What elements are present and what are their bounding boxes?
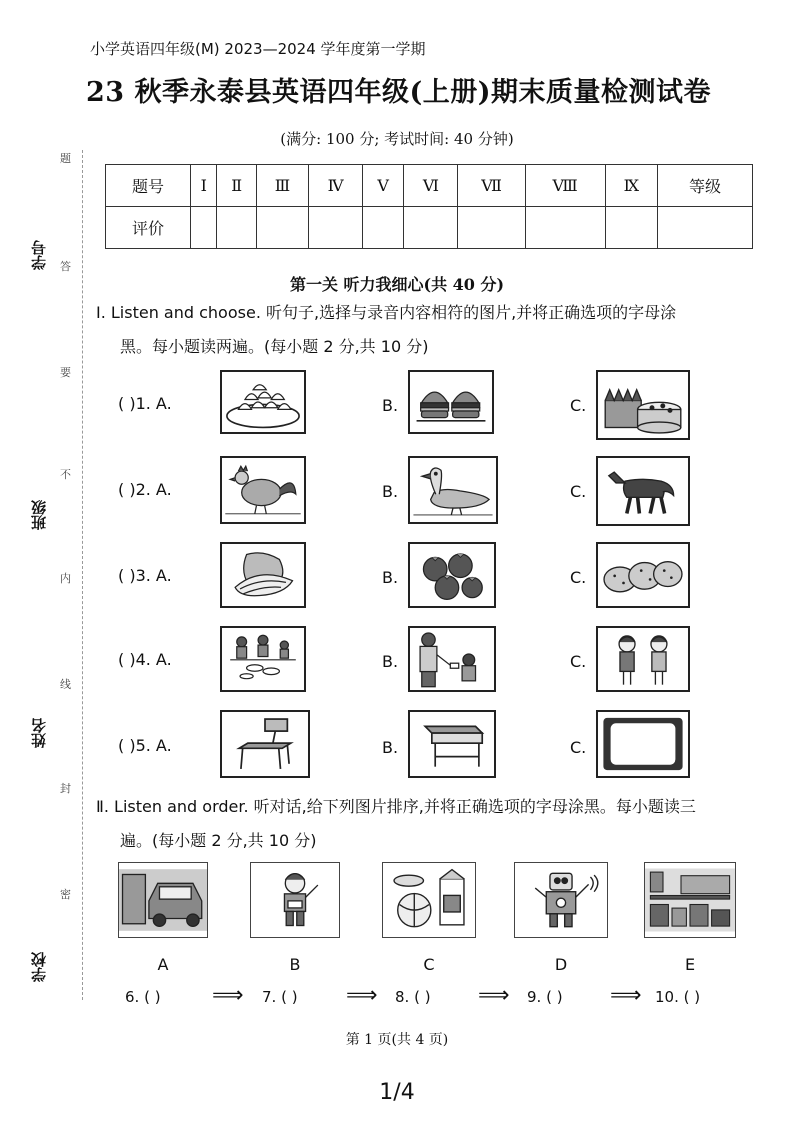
instruction-line: Ⅱ. Listen and order. 听对话,给下列图片排序,并将正确选项的字母涂黑。每小题读三 [96, 797, 696, 816]
arrow-right-icon: ⟹ [610, 983, 642, 1008]
option-b-letter: B. [382, 738, 399, 757]
arrow-right-icon: ⟹ [212, 983, 244, 1008]
answer-blank-6[interactable]: 6. ( ) [125, 988, 161, 1006]
order-picture-b-boy[interactable] [250, 862, 340, 938]
score-cell: Ⅵ [404, 165, 458, 207]
order-letter-c: C [423, 955, 435, 974]
order-letter-d: D [554, 955, 568, 974]
order-picture-c-food[interactable] [382, 862, 476, 938]
section-title: 第一关 听力我细心(共 40 分) [289, 275, 505, 294]
answer-blank-7[interactable]: 7. ( ) [262, 988, 298, 1006]
answer-blank-9[interactable]: 9. ( ) [527, 988, 563, 1006]
part2-instruction [96, 790, 768, 858]
score-table-header-row [106, 165, 753, 207]
option-c-letter: C. [570, 396, 587, 415]
order-letter-b: B [289, 955, 301, 974]
answer-blank-8[interactable]: 8. ( ) [395, 988, 431, 1006]
seal-char: 题 [60, 152, 71, 165]
page-info: 第 1 页(共 4 页) [345, 1032, 449, 1048]
exam-subtitle: (满分: 100 分; 考试时间: 40 分钟) [280, 130, 514, 148]
exam-title: 23 秋季永泰县英语四年级(上册)期末质量检测试卷 [86, 77, 712, 108]
score-cell: Ⅰ [191, 165, 217, 207]
margin-label-student-id: 学号 [30, 240, 48, 270]
score-cell: Ⅲ [256, 165, 308, 207]
seal-char: 要 [60, 366, 71, 379]
question-row-4 [0, 626, 794, 700]
arrow-right-icon: ⟹ [346, 983, 378, 1008]
seal-char: 封 [60, 782, 71, 795]
part1-instruction [96, 296, 768, 364]
order-letter-a: A [157, 955, 169, 974]
score-cell: 等级 [658, 165, 753, 207]
option-a-family-dinner-picture[interactable] [220, 626, 306, 692]
option-c-letter: C. [570, 738, 587, 757]
option-b-duck-picture[interactable] [408, 456, 498, 524]
question-row-2 [0, 456, 794, 530]
score-cell: Ⅸ [605, 165, 657, 207]
option-b-teacher-and-girl-picture[interactable] [408, 626, 496, 692]
arrow-right-icon: ⟹ [478, 983, 510, 1008]
option-b-tomatoes-picture[interactable] [408, 542, 496, 608]
exam-series: 小学英语四年级(M) 2023—2024 学年度第一学期 [90, 40, 426, 58]
option-b-letter: B. [382, 568, 399, 587]
option-b-letter: B. [382, 396, 399, 415]
order-picture-e-street[interactable] [644, 862, 736, 938]
instruction-line: 遍。(每小题 2 分,共 10 分) [120, 831, 317, 850]
score-table [105, 164, 753, 249]
option-c-letter: C. [570, 568, 587, 587]
score-entry-cell[interactable] [458, 207, 525, 249]
option-a-chair-picture[interactable] [220, 710, 310, 778]
order-picture-a-car[interactable] [118, 862, 208, 938]
score-cell: Ⅳ [309, 165, 363, 207]
score-cell: Ⅱ [217, 165, 256, 207]
seal-char: 答 [60, 260, 71, 273]
question-row-1 [0, 370, 794, 444]
option-b-letter: B. [382, 652, 399, 671]
page-counter: 1/4 [379, 1080, 415, 1105]
score-cell: Ⅶ [458, 165, 525, 207]
seal-char: 密 [60, 888, 71, 901]
score-entry-cell[interactable] [309, 207, 363, 249]
seal-char: 线 [60, 678, 71, 691]
answer-blank-10[interactable]: 10. ( ) [655, 988, 701, 1006]
instruction-line: Ⅰ. Listen and choose. 听句子,选择与录音内容相符的图片,并将正确选项的字母涂 [96, 303, 677, 322]
question-label: ( )4. A. [118, 650, 172, 669]
question-row-5 [0, 710, 794, 784]
score-cell: Ⅴ [363, 165, 404, 207]
option-a-hen-picture[interactable] [220, 456, 306, 524]
order-letter-e: E [684, 955, 696, 974]
question-label: ( )1. A. [118, 394, 172, 413]
option-b-desk-picture[interactable] [408, 710, 496, 778]
option-c-cakes-picture[interactable] [596, 370, 690, 440]
option-c-letter: C. [570, 652, 587, 671]
margin-label-name: 姓名 [30, 718, 48, 748]
option-b-hamburgers-picture[interactable] [408, 370, 494, 434]
option-c-potatoes-picture[interactable] [596, 542, 690, 608]
question-row-3 [0, 542, 794, 616]
score-cell: 评价 [106, 207, 191, 249]
score-entry-cell[interactable] [404, 207, 458, 249]
question-label: ( )5. A. [118, 736, 172, 755]
option-c-letter: C. [570, 482, 587, 501]
option-c-two-boys-picture[interactable] [596, 626, 690, 692]
score-entry-cell[interactable] [658, 207, 753, 249]
seal-char: 内 [60, 572, 71, 585]
score-entry-cell[interactable] [363, 207, 404, 249]
option-b-letter: B. [382, 482, 399, 501]
option-a-cabbage-picture[interactable] [220, 542, 306, 608]
option-c-horse-picture[interactable] [596, 456, 690, 526]
option-a-dumplings-picture[interactable] [220, 370, 306, 434]
score-entry-cell[interactable] [256, 207, 308, 249]
score-entry-cell[interactable] [605, 207, 657, 249]
margin-label-class: 班级 [30, 500, 48, 530]
score-entry-cell[interactable] [191, 207, 217, 249]
order-picture-d-robot[interactable] [514, 862, 608, 938]
option-c-blackboard-picture[interactable] [596, 710, 690, 778]
score-table-eval-row [106, 207, 753, 249]
margin-label-school: 学校 [30, 952, 48, 982]
score-entry-cell[interactable] [217, 207, 256, 249]
score-entry-cell[interactable] [525, 207, 605, 249]
score-cell: Ⅷ [525, 165, 605, 207]
instruction-line: 黑。每小题读两遍。(每小题 2 分,共 10 分) [120, 337, 429, 356]
question-label: ( )2. A. [118, 480, 172, 499]
question-label: ( )3. A. [118, 566, 172, 585]
seal-char: 不 [60, 468, 71, 481]
score-cell: 题号 [106, 165, 191, 207]
